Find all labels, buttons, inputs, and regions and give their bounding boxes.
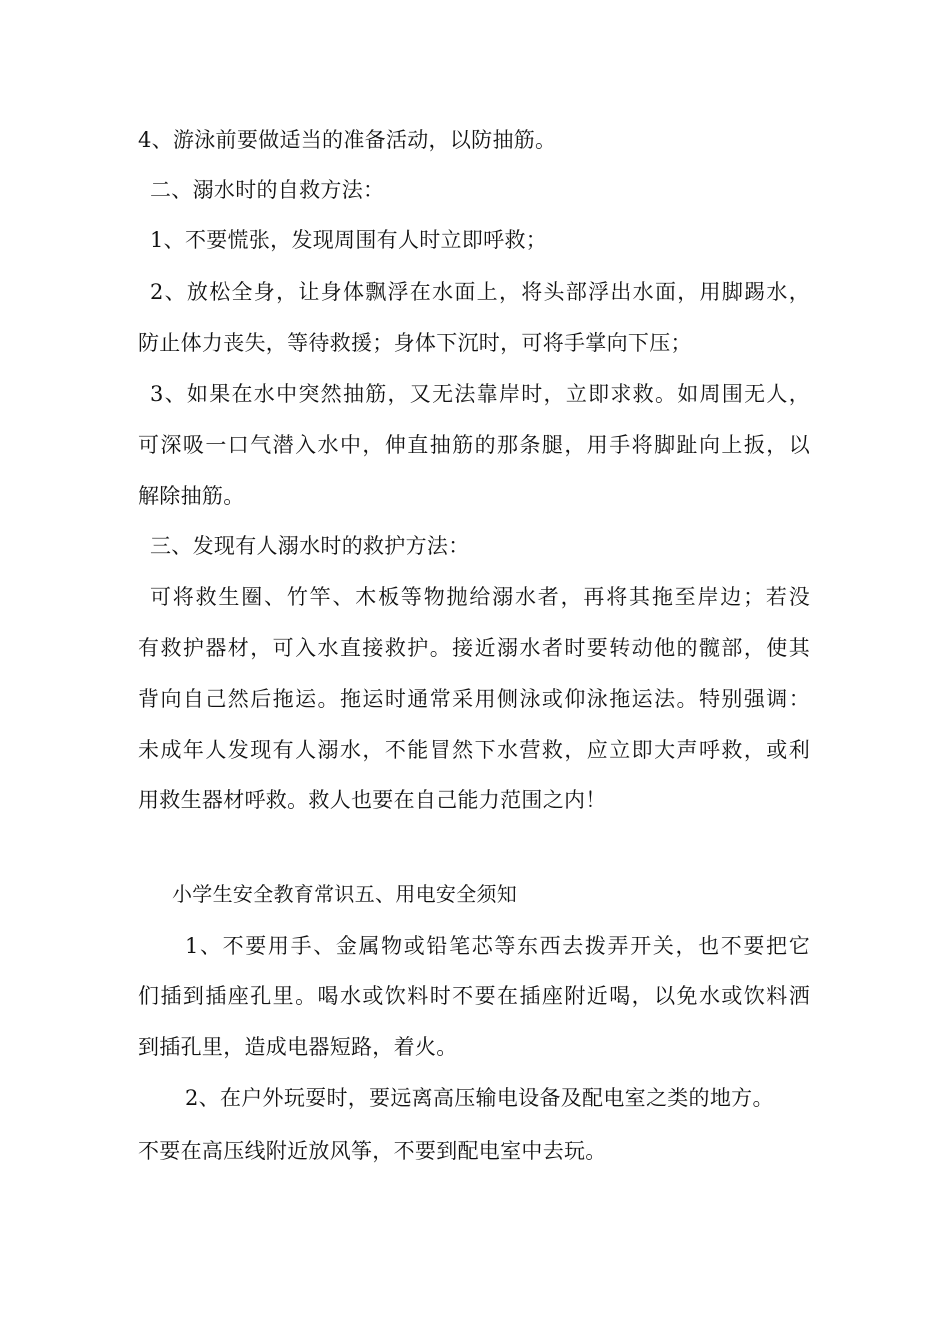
paragraph-line-stay-calm: 1、不要慌张，发现周围有人时立即呼救；: [150, 228, 548, 252]
paragraph-line-cramp-2: 可深吸一口气潜入水中，伸直抽筋的那条腿，用手将脚趾向上扳，以: [138, 433, 810, 457]
paragraph-line-electric-1: 1、不要用手、金属物或铅笔芯等东西去拨弄开关，也不要把它: [185, 934, 810, 958]
paragraph-line-rescue-3: 背向自己然后拖运。拖运时通常采用侧泳或仰泳拖运法。特别强调：: [138, 687, 810, 711]
paragraph-line-rescue-4: 未成年人发现有人溺水，不能冒然下水营救，应立即大声呼救，或利: [138, 738, 810, 762]
paragraph-line-rescue-5: 用救生器材呼救。救人也要在自己能力范围之内！: [138, 788, 607, 812]
paragraph-line-cramp-1: 3、如果在水中突然抽筋，又无法靠岸时，立即求救。如周围无人，: [150, 382, 810, 406]
paragraph-line-rescue-1: 可将救生圈、竹竿、木板等物抛给溺水者，再将其拖至岸边；若没: [150, 585, 810, 609]
paragraph-line-rescue-2: 有救护器材，可入水直接救护。接近溺水者时要转动他的髋部，使其: [138, 636, 810, 660]
paragraph-line-outdoor-2: 不要在高压线附近放风筝，不要到配电室中去玩。: [138, 1139, 607, 1163]
section-heading-rescue-others: 三、发现有人溺水时的救护方法：: [150, 534, 470, 558]
paragraph-line-electric-2: 们插到插座孔里。喝水或饮料时不要在插座附近喝，以免水或饮料洒: [138, 984, 810, 1008]
paragraph-line-cramp-3: 解除抽筋。: [138, 484, 245, 508]
paragraph-line-outdoor-1: 2、在户外玩耍时，要远离高压输电设备及配电室之类的地方。: [185, 1086, 774, 1110]
paragraph-line-relax-body-1: 2、放松全身，让身体飘浮在水面上，将头部浮出水面，用脚踢水，: [150, 280, 810, 304]
paragraph-line-relax-body-2: 防止体力丧失，等待救援；身体下沉时，可将手掌向下压；: [138, 331, 692, 355]
section-title-electrical-safety: 小学生安全教育常识五、用电安全须知: [172, 882, 518, 906]
paragraph-line-swim-warmup: 4、游泳前要做适当的准备活动，以防抽筋。: [138, 128, 557, 152]
paragraph-line-electric-3: 到插孔里，造成电器短路，着火。: [138, 1035, 458, 1059]
section-heading-self-rescue: 二、溺水时的自救方法：: [150, 178, 385, 202]
